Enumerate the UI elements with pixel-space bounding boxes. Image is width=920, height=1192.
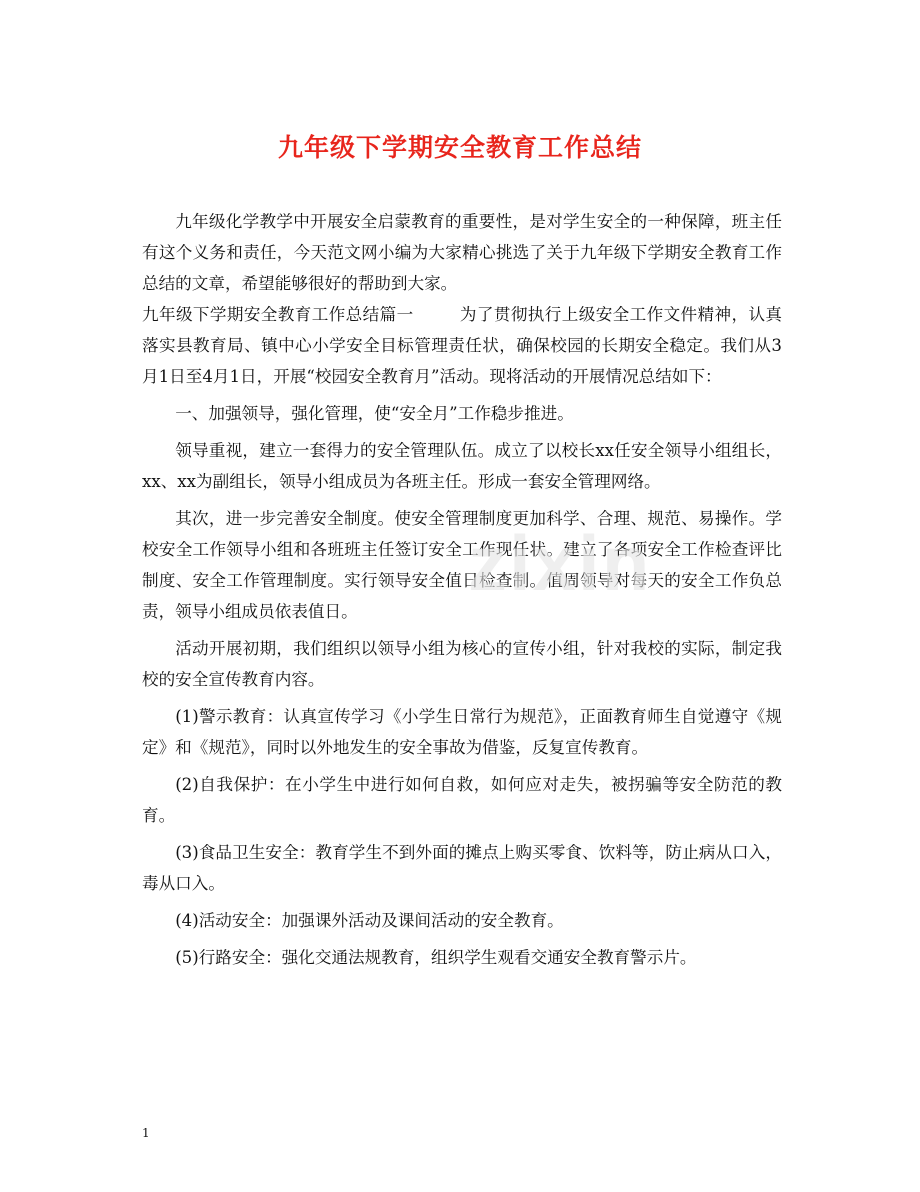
document-title: 九年级下学期安全教育工作总结 <box>277 133 642 162</box>
paragraph-system: 其次，进一步完善安全制度。使安全管理制度更加科学、合理、规范、易操作。学校安全工作领导小组和各班班主任签订安全工作现任状。建立了各项安全工作检查评比制度、安全工作管理制度。实行领导安全值日检查制。值周领导对每天的安全工作负总责，领导小组成员依表值日。 <box>142 509 782 621</box>
watermark: zixin <box>468 519 652 607</box>
document-body <box>142 206 782 979</box>
paragraph-leadership-heading: 一、加强领导，强化管理，使“安全月”工作稳步推进。 <box>175 404 574 423</box>
list-item-activity-safety: (4)活动安全：加强课外活动及课间活动的安全教育。 <box>175 911 564 930</box>
list-item-food-safety: (3)食品卫生安全：教育学生不到外面的摊点上购买零食、饮料等，防止病从口入，毒从口入。 <box>142 843 782 893</box>
section-heading: 九年级下学期安全教育工作总结篇一 <box>142 305 414 324</box>
intro-paragraph: 九年级化学教学中开展安全启蒙教育的重要性，是对学生安全的一种保障，班主任有这个义务和责任，今天范文网小编为大家精心挑选了关于九年级下学期安全教育工作总结的文章，希望能够很好的帮助到大家。 <box>142 212 782 293</box>
section-paragraph <box>142 299 782 392</box>
section-text: 为了贯彻执行上级安全工作文件精神，认真落实县教育局、镇中心小学安全目标管理责任状，确保校园的长期安全稳定。我们从3月1日至4月1日，开展“校园安全教育月”活动。现将活动的开展情况总结如下： <box>142 305 783 386</box>
list-item-warning: (1)警示教育：认真宣传学习《小学生日常行为规范》，正面教育师生自觉遵守《规定》和《规范》，同时以外地发生的安全事故为借鉴，反复宣传教育。 <box>142 707 782 757</box>
list-item-road-safety: (5)行路安全：强化交通法规教育，组织学生观看交通安全教育警示片。 <box>175 948 697 967</box>
paragraph-activity: 活动开展初期，我们组织以领导小组为核心的宣传小组，针对我校的实际，制定我校的安全宣传教育内容。 <box>142 639 782 689</box>
page-number: 1 <box>142 1126 150 1140</box>
list-item-self-protection: (2)自我保护：在小学生中进行如何自救，如何应对走失，被拐骗等安全防范的教育。 <box>142 775 782 825</box>
paragraph-leadership: 领导重视，建立一套得力的安全管理队伍。成立了以校长xx任安全领导小组组长，xx、xx为副组长，领导小组成员为各班主任。形成一套安全管理网络。 <box>142 441 782 491</box>
